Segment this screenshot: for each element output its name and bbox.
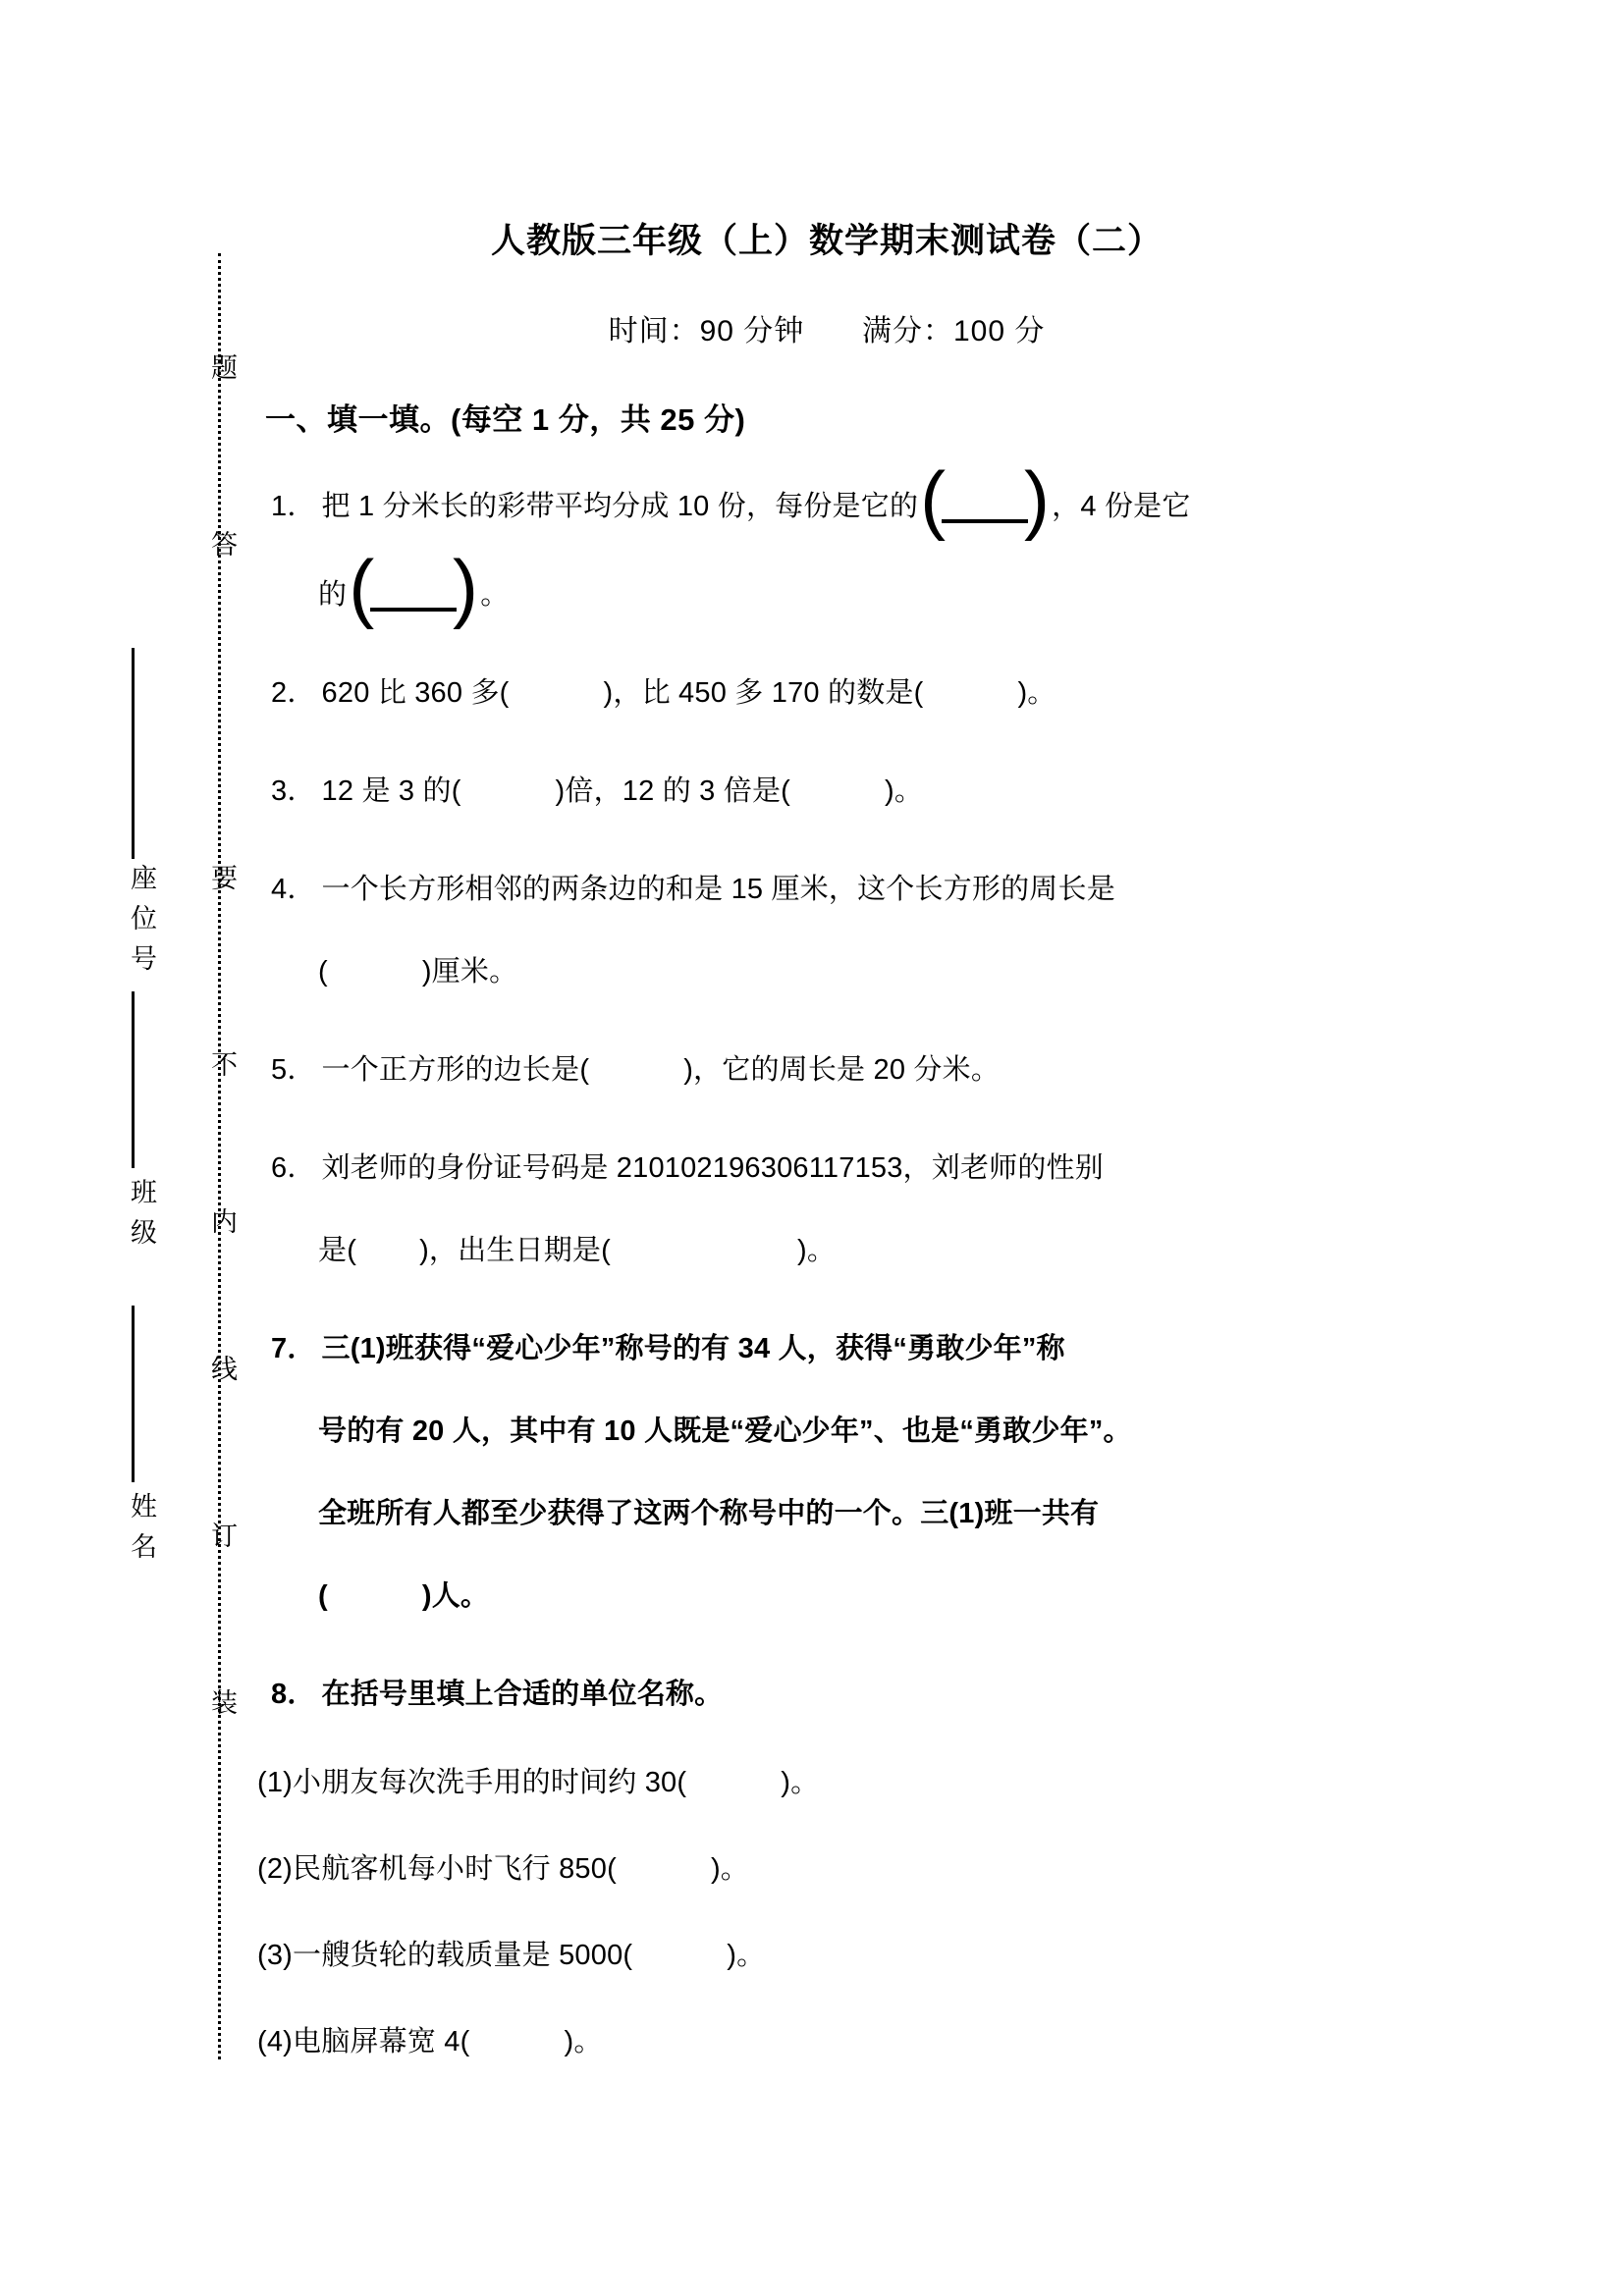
question-1-text-a: 把 1 分米长的彩带平均分成 10 份，每份是它的	[321, 491, 919, 522]
question-6-text-b: 是(	[318, 1235, 357, 1266]
question-8-sub-3-text-a: (3)一艘货轮的载质量是 5000(	[257, 1940, 633, 1971]
question-2-text-c: )。	[1017, 677, 1056, 709]
question-8-sub-1-text-a: (1)小朋友每次洗手用的时间约 30(	[257, 1767, 687, 1798]
question-8-sub-2-text-a: (2)民航客机每小时飞行 850(	[257, 1853, 617, 1885]
seal-char-inner: 内	[207, 1207, 237, 1267]
question-7-text-a: 三(1)班获得“爱心少年”称号的有 34 人，获得“勇敢少年”称	[321, 1333, 1065, 1364]
right-paren: )	[1023, 455, 1051, 542]
write-rule-class	[132, 991, 135, 1168]
question-4-text-a: 一个长方形相邻的两条边的和是 15 厘米，这个长方形的周长是	[321, 874, 1115, 905]
question-3-text-c: )。	[885, 775, 924, 807]
question-1	[271, 455, 1396, 543]
write-rule-seat	[132, 648, 135, 859]
fraction-blank-2[interactable]	[349, 544, 479, 630]
question-6-text-a: 刘老师的身份证号码是 210102196306117153，刘老师的性别	[321, 1152, 1104, 1184]
question-5-text-b: )，它的周长是 20 分米。	[683, 1054, 1001, 1086]
question-4	[271, 853, 1396, 926]
question-8-sub-2-text-b: )。	[710, 1853, 750, 1885]
question-5-text-a: 一个正方形的边长是(	[321, 1054, 590, 1086]
section-heading-fill-in: 一、填一填。(每空 1 分，共 25 分)	[265, 402, 746, 437]
dotted-fold-line	[218, 253, 221, 2059]
seal-char-line: 线	[207, 1355, 237, 1415]
seal-char-topic: 题	[207, 353, 237, 413]
field-label-seat-number: 座位号	[127, 864, 156, 985]
right-paren: )	[453, 544, 479, 630]
fraction-bar	[942, 519, 1028, 523]
fraction-blank-1[interactable]	[920, 455, 1051, 542]
question-4-text-c: )厘米。	[421, 956, 518, 988]
left-paren: (	[920, 455, 947, 542]
seal-char-bind: 订	[207, 1522, 237, 1581]
left-paren: (	[349, 544, 375, 630]
question-6-number: 6．	[271, 1152, 316, 1184]
question-3-number: 3．	[271, 775, 316, 807]
question-7-text-e: )人。	[421, 1580, 490, 1612]
seal-char-answer: 答	[207, 530, 237, 590]
question-8-sub-2	[257, 1835, 1396, 1903]
exam-meta	[257, 306, 1396, 349]
exam-total-score: 满分：100 分	[862, 315, 1046, 347]
question-1-text-d: 。	[480, 579, 510, 611]
question-4-number: 4．	[271, 874, 316, 905]
question-6-line2	[318, 1214, 1396, 1287]
question-1-line2	[318, 544, 1396, 631]
question-2	[271, 657, 1396, 729]
question-5	[271, 1034, 1396, 1106]
question-7-text-c: 全班所有人都至少获得了这两个称号中的一个。三(1)班一共有	[318, 1498, 1100, 1529]
question-8-sub-4-text-a: (4)电脑屏幕宽 4(	[257, 2026, 470, 2057]
seal-char-not: 不	[207, 1050, 237, 1110]
question-8-sub-4-text-b: )。	[564, 2026, 603, 2057]
question-7-number: 7．	[271, 1333, 316, 1364]
question-1-text-c: 的	[318, 579, 348, 611]
question-8	[271, 1658, 1396, 1731]
exam-content	[257, 0, 1396, 2076]
page-title: 人教版三年级（上）数学期末测试卷（二）	[490, 222, 1163, 260]
question-5-number: 5．	[271, 1054, 316, 1086]
question-7-line4	[318, 1560, 1396, 1632]
question-3-text-b: )倍，12 的 3 倍是(	[555, 775, 791, 807]
question-1-text-b: ，4 份是它	[1052, 491, 1191, 522]
question-8-sub-3	[257, 1921, 1396, 1990]
write-rule-name	[132, 1306, 135, 1482]
question-7-text-b: 号的有 20 人，其中有 10 人既是“爱心少年”、也是“勇敢少年”。	[318, 1415, 1132, 1447]
binding-margin	[0, 0, 295, 2296]
question-1-number: 1．	[271, 491, 316, 522]
question-4-text-b: (	[318, 956, 328, 988]
fraction-bar	[370, 608, 457, 612]
field-label-name: 姓名	[127, 1492, 156, 1573]
question-2-text-a: 620 比 360 多(	[321, 677, 510, 709]
question-4-line2	[318, 935, 1396, 1008]
field-label-class: 班级	[127, 1178, 156, 1258]
question-2-text-b: )，比 450 多 170 的数是(	[603, 677, 924, 709]
question-6	[271, 1132, 1396, 1204]
question-8-number: 8．	[271, 1679, 316, 1710]
seal-char-pack: 装	[207, 1688, 237, 1748]
exam-duration: 时间：90 分钟	[608, 315, 805, 347]
question-8-sub-1-text-b: )。	[781, 1767, 820, 1798]
question-2-number: 2．	[271, 677, 316, 709]
question-8-sub-4	[257, 2007, 1396, 2076]
question-3-text-a: 12 是 3 的(	[321, 775, 461, 807]
question-7-line2	[318, 1395, 1396, 1468]
question-3	[271, 755, 1396, 828]
question-7-line3	[318, 1477, 1396, 1550]
question-8-sub-1	[257, 1748, 1396, 1817]
question-7	[271, 1312, 1396, 1385]
question-8-sub-3-text-b: )。	[727, 1940, 766, 1971]
seal-char-need: 要	[207, 864, 237, 924]
question-6-text-c: )，出生日期是(	[419, 1235, 611, 1266]
question-7-text-d: (	[318, 1580, 328, 1612]
question-6-text-d: )。	[796, 1235, 837, 1266]
question-8-text: 在括号里填上合适的单位名称。	[321, 1679, 724, 1710]
